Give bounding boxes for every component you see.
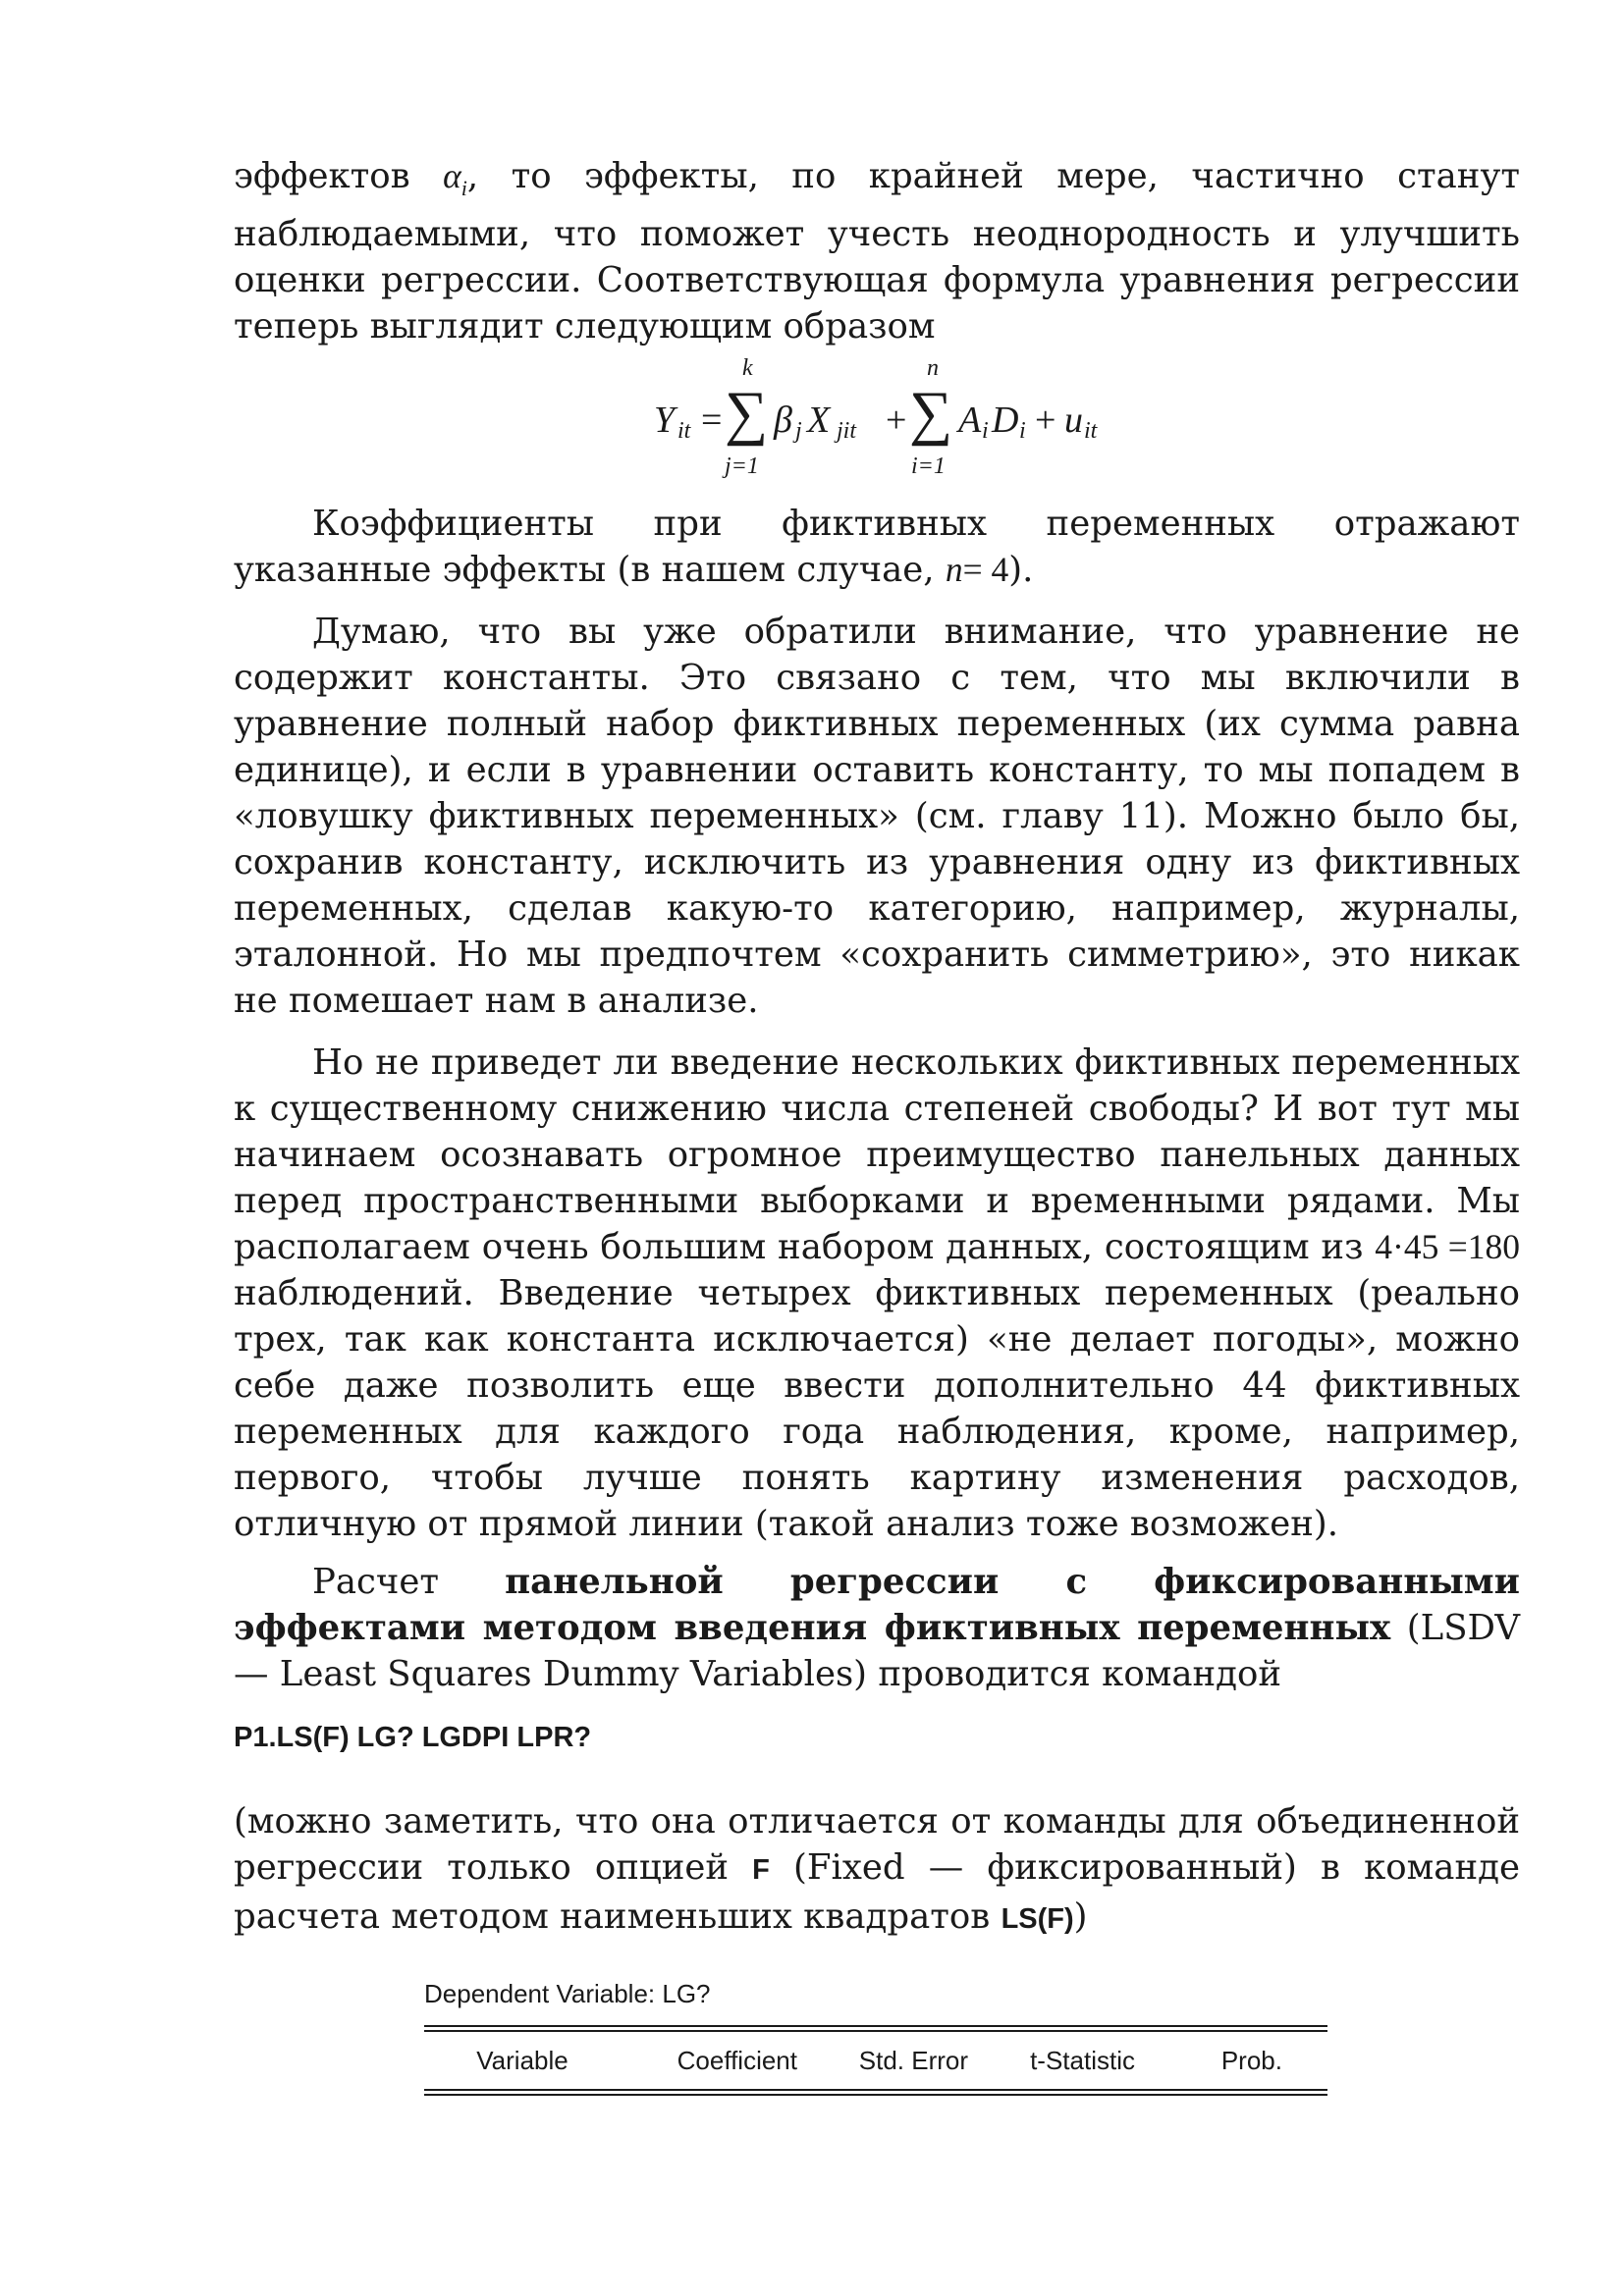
formula-u-sub: it — [1084, 418, 1098, 445]
table-top-rule — [424, 2025, 1327, 2032]
header-coefficient: Coefficient — [677, 2045, 797, 2075]
eviews-command: P1.LS(F) LG? LGDPI LPR? — [234, 1722, 592, 1754]
table-header-rule — [424, 2089, 1327, 2096]
formula-y: Y — [654, 400, 676, 442]
formula-beta: β — [774, 400, 792, 442]
formula-x-sub: jit — [837, 418, 857, 445]
formula-plus2: + — [1035, 400, 1056, 442]
alpha-symbol: $\alpha_i$ — [443, 156, 467, 201]
paragraph-coefficients-line1: Коэффициенты при фиктивных переменных отражают — [312, 504, 1520, 545]
paragraph-coefficients-line2: указанные эффекты (в нашем случае, n= 4). — [234, 550, 1034, 591]
table-header-row — [424, 2032, 1327, 2089]
intro-text-pre: эффектов — [234, 156, 410, 196]
regression-formula — [234, 355, 1520, 493]
formula-x: X — [807, 400, 831, 442]
observations-math: 4·45 =180 — [1375, 1227, 1520, 1267]
formula-u: u — [1064, 400, 1083, 442]
sum1-upper-limit: k — [742, 355, 753, 382]
lsdv-bold-term: панельной регрессии с фиксированными эффектами методом введения фиктивных переменных — [234, 1562, 1520, 1649]
option-f: F — [752, 1854, 770, 1887]
formula-a: A — [958, 400, 982, 442]
paragraph-degrees-of-freedom: Но не приведет ли введение нескольких фиктивных переменных к существенному снижению числа степеней свободы? И вот тут мы начинаем осознавать огромное преимущество панельных данных перед пространственными выборками и временными рядами. Мы располагаем очень большим набором данных, состоящим из 4·45 =180 наблюдений. Введение четырех фиктивных переменных (реально трех, так как константа исключается) «не делает погоды», можно себе даже позволить еще ввести дополнительно 44 фиктивных переменных для каждого года наблюдения, кроме, например, первого, чтобы лучше понять картину изменения расходов, отличную от прямой линии (такой анализ тоже возможен). — [234, 1042, 1520, 1545]
formula-d-sub: i — [1019, 418, 1026, 445]
sum1-lower-limit: j=1 — [725, 454, 759, 480]
paragraph-intro — [234, 153, 1520, 349]
header-prob: Prob. — [1220, 2045, 1282, 2075]
sum1-sigma: ∑ — [725, 380, 769, 448]
regression-output-table — [424, 1979, 1327, 2096]
sum2-sigma: ∑ — [909, 380, 953, 448]
formula-beta-sub: j — [795, 418, 802, 445]
dependent-variable-label: Dependent Variable: LG? — [424, 1979, 711, 2008]
header-t-statistic: t-Statistic — [1030, 2045, 1135, 2075]
paragraph-lsdv: Расчет панельной регрессии с фиксированными эффектами методом введения фиктивных переменных (LSDV — Least Squares Dummy Variables) проводится командой — [234, 1562, 1520, 1695]
n-value: = 4 — [962, 550, 1009, 590]
paragraph-no-constant: Думаю, что вы уже обратили внимание, что уравнение не содержит константы. Это связано с тем, что мы включили в уравнение полный набор фиктивных переменных (их сумма равна единице), и если в уравнении оставить константу, то мы попадем в «ловушку фиктивных переменных» (см. главу 11). Можно было бы, сохранив константу, исключить из уравнения одну из фиктивных переменных, сделав какую-то категорию, например, журналы, эталонной. Но мы предпочтем «сохранить симметрию», это никак не помешает нам в анализе. — [234, 612, 1520, 1022]
header-std-error: Std. Error — [858, 2045, 968, 2075]
formula-y-sub: it — [677, 418, 691, 445]
formula-d: D — [992, 400, 1019, 442]
formula-plus1: + — [886, 400, 907, 442]
formula-equals: = — [701, 400, 723, 442]
formula-a-sub: i — [982, 418, 989, 445]
ls-f-command: LS(F) — [1001, 1903, 1074, 1936]
sum2-upper-limit: n — [927, 355, 939, 382]
document-page — [234, 153, 1520, 1943]
paragraph-fixed-option: (можно заметить, что она отличается от команды для объединенной регрессии только опцией F (Fixed — фиксированный) в команде расчета методом наименьших квадратов LS(F)) — [234, 1801, 1520, 1938]
header-variable: Variable — [476, 2045, 568, 2075]
intro-text-post: , то эффекты, по крайней мере, частично станут наблюдаемыми, что поможет учесть неоднородность и улучшить оценки регрессии. Соответствующая формула уравнения регрессии теперь выглядит следующим образом — [234, 156, 1520, 347]
n-symbol: n — [945, 550, 963, 590]
sum2-lower-limit: i=1 — [911, 454, 946, 480]
